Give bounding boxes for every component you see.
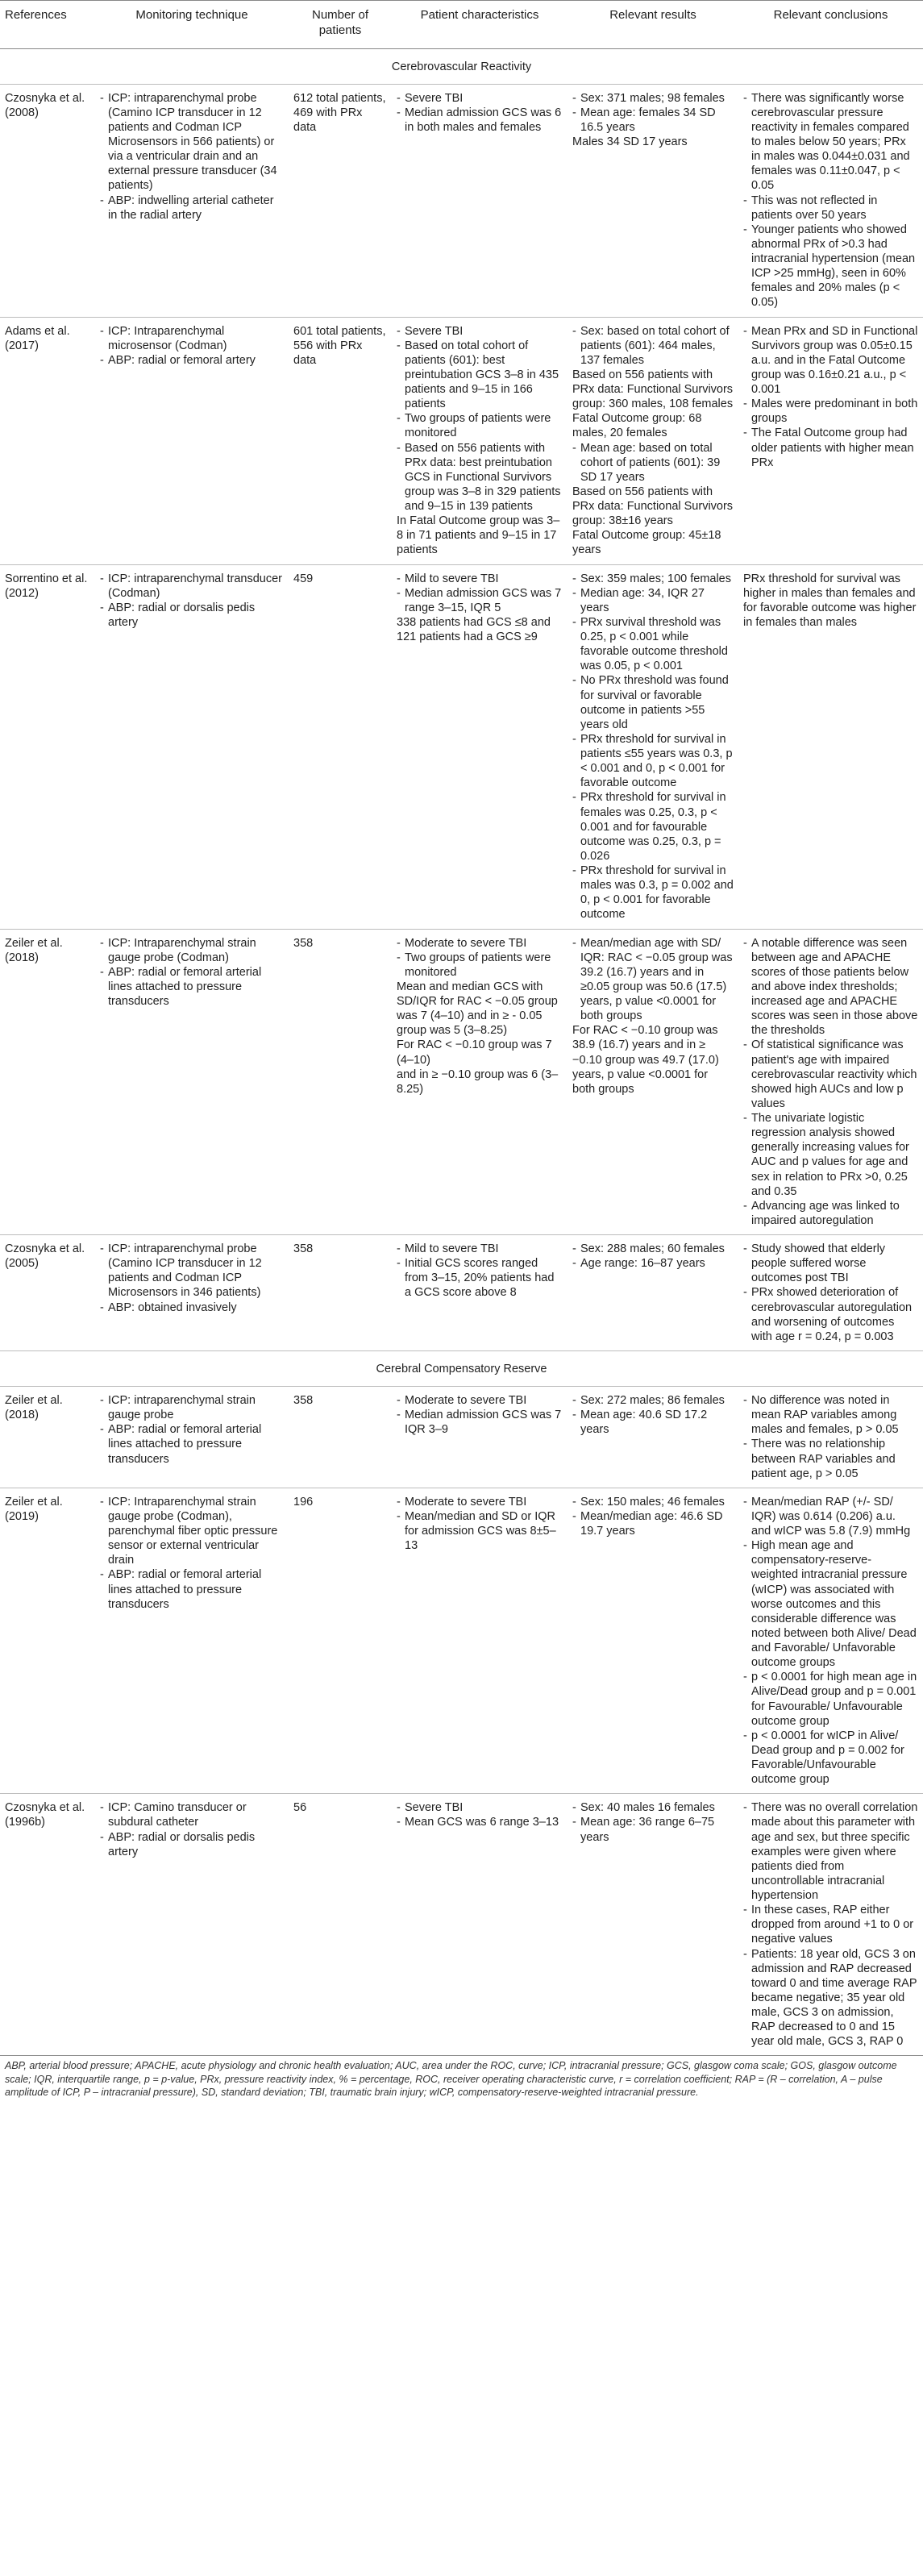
list-item: - ICP: intraparenchymal probe (Camino ICP transducer in 12 patients and Codman ICP Microsensors in 346 patients): [100, 1242, 284, 1300]
table-row: [0, 929, 923, 1235]
cell-results: [568, 929, 738, 1235]
list-item: - Advancing age was linked to impaired autoregulation: [743, 1199, 918, 1228]
list-item: - Median admission GCS was 7 range 3–15, IQR 5: [397, 586, 563, 615]
list-item: - ABP: radial or femoral arterial lines attached to pressure transducers: [100, 1567, 284, 1611]
list-item: - Age range: 16–87 years: [572, 1256, 734, 1271]
table-row: [0, 84, 923, 317]
list-item: - ICP: Intraparenchymal strain gauge probe (Codman), parenchymal fiber optic pressure sensor or external ventricular drain: [100, 1495, 284, 1568]
list-item: Based on 556 patients with PRx data: Functional Survivors group: 38±16 years: [572, 485, 734, 528]
list-item: - ICP: Camino transducer or subdural catheter: [100, 1800, 284, 1829]
cell-characteristics: [392, 1488, 568, 1794]
list-item: PRx threshold for survival was higher in males than females and for favorable outcome was higher in females than males: [743, 572, 917, 629]
table-row: [0, 1235, 923, 1351]
cell-conclusions: [738, 1488, 923, 1794]
list-item: - Mean GCS was 6 range 3–13: [397, 1815, 563, 1829]
list-item: - Two groups of patients were monitored: [397, 951, 563, 980]
list-item: - Mean age: 36 range 6–75 years: [572, 1815, 734, 1844]
section-title: Cerebral Compensatory Reserve: [0, 1350, 923, 1386]
list-item: - PRx showed deterioration of cerebrovascular autoregulation and worsening of outcomes with age r = 0.24, p = 0.003: [743, 1285, 918, 1344]
section-title: Cerebrovascular Reactivity: [0, 48, 923, 84]
cell-reference: Sorrentino et al. (2012): [0, 564, 95, 929]
cell-conclusions: [738, 929, 923, 1235]
list-item: - ICP: Intraparenchymal strain gauge probe (Codman): [100, 936, 284, 965]
cell-results: [568, 1794, 738, 2056]
cell-conclusions: [738, 84, 923, 317]
list-item: - ICP: intraparenchymal strain gauge probe: [100, 1393, 284, 1422]
list-item: - Sex: 40 males 16 females: [572, 1800, 734, 1815]
list-item: - In these cases, RAP either dropped from around +1 to 0 or negative values: [743, 1903, 918, 1946]
list-item: - Mean PRx and SD in Functional Survivors group was 0.05±0.15 a.u. and in the Fatal Outcome group was 0.16±0.21 a.u., p < 0.001: [743, 324, 918, 397]
list-item: - Sex: 359 males; 100 females: [572, 572, 734, 586]
table-row: [0, 317, 923, 564]
list-item: - ICP: Intraparenchymal microsensor (Codman): [100, 324, 284, 353]
list-item: - Severe TBI: [397, 324, 563, 339]
list-item: - p < 0.0001 for high mean age in Alive/Dead group and p = 0.001 for Favourable/ Unfavourable outcome group: [743, 1670, 918, 1729]
list-item: - ABP: radial or femoral arterial lines attached to pressure transducers: [100, 965, 284, 1009]
cell-results: [568, 317, 738, 564]
cell-conclusions: [738, 1235, 923, 1351]
list-item: - Study showed that elderly people suffered worse outcomes post TBI: [743, 1242, 918, 1285]
section-row: [0, 1350, 923, 1386]
cell-conclusions: [738, 1794, 923, 2056]
list-item: Based on 556 patients with PRx data: Functional Survivors group: 360 males, 108 females: [572, 368, 734, 411]
cell-results: [568, 1235, 738, 1351]
table-row: [0, 1387, 923, 1488]
cell-results: [568, 84, 738, 317]
list-item: - ABP: radial or femoral arterial lines attached to pressure transducers: [100, 1422, 284, 1466]
table-row: [0, 1794, 923, 2056]
list-item: - Based on 556 patients with PRx data: best preintubation GCS in Functional Survivors group was 3–8 in 329 patients and 9–15 in 139 patients: [397, 441, 563, 514]
cell-reference: Adams et al. (2017): [0, 317, 95, 564]
list-item: - ABP: indwelling arterial catheter in the radial artery: [100, 194, 284, 223]
list-item: Mean and median GCS with SD/IQR for RAC < −0.05 group was 7 (4–10) and in ≥ - 0.05 group was 5 (3–8.25): [397, 980, 558, 1038]
list-item: - Mean/median RAP (+/- SD/ IQR) was 0.614 (0.206) a.u. and wICP was 5.8 (7.9) mmHg: [743, 1495, 918, 1538]
list-item: - Moderate to severe TBI: [397, 1495, 563, 1509]
table-footnote: ABP, arterial blood pressure; APACHE, acute physiology and chronic health evaluation; AUC, area under the ROC, curve; ICP, intracranial pressure; GCS, glasgow coma scale; GOS, glasgow outcome scale; IQR, interquartile range, p = p-value, PRx, pressure reactivity index, % = percentage, ROC, receiver operating characteristic curve, r = correlation coefficient; RAP = (R – correlation, A – pulse amplitude of ICP, P – intracranial pressure), SD, standard deviation; TBI, traumatic brain injury; wICP, compensatory-reserve-weighted intracranial pressure.: [5, 2060, 897, 2099]
list-item: Males 34 SD 17 years: [572, 135, 688, 148]
cell-reference: Czosnyka et al. (2008): [0, 84, 95, 317]
cell-characteristics: [392, 1235, 568, 1351]
header-relevant-conclusions: Relevant conclusions: [738, 1, 923, 49]
list-item: - Mean/median and SD or IQR for admission GCS was 8±5–13: [397, 1509, 563, 1553]
header-monitoring-technique: Monitoring technique: [95, 1, 289, 49]
header-patient-characteristics: Patient characteristics: [392, 1, 568, 49]
list-item: - High mean age and compensatory-reserve-weighted intracranial pressure (wICP) was associated with worse outcomes and this considerable difference was noted between both Alive/ Dead and Favorable/ Unfavorable outcome groups: [743, 1538, 918, 1670]
list-item: - ABP: radial or dorsalis pedis artery: [100, 601, 284, 630]
header-number-of-patients: Number of patients: [289, 1, 392, 49]
list-item: and in ≥ −0.10 group was 6 (3–8.25): [397, 1067, 559, 1096]
list-item: - Mild to severe TBI: [397, 572, 563, 586]
list-item: - Initial GCS scores ranged from 3–15, 20% patients had a GCS score above 8: [397, 1256, 563, 1300]
list-item: - Moderate to severe TBI: [397, 936, 563, 951]
list-item: - ABP: radial or dorsalis pedis artery: [100, 1830, 284, 1859]
table-row: [0, 564, 923, 929]
list-item: - Younger patients who showed abnormal PRx of >0.3 had intracranial hypertension (mean ICP >25 mmHg), seen in 60% females and 20% males (p < 0.05): [743, 223, 918, 310]
list-item: - ICP: intraparenchymal probe (Camino ICP transducer in 12 patients and Codman ICP Microsensors in 566 patients) or via a ventricular drain and an external pressure transducer (34 patients): [100, 91, 284, 194]
list-item: - Based on total cohort of patients (601): best preintubation GCS 3–8 in 435 patients and 9–15 in 166 patients: [397, 339, 563, 412]
list-item: - The univariate logistic regression analysis showed generally increasing values for AUC and p values for age and sex in relation to PRx >0, 0.25 and 0.35: [743, 1111, 918, 1199]
list-item: - A notable difference was seen between age and APACHE scores of those patients below and above index thresholds; increased age and APACHE scores was seen in those above the thresholds: [743, 936, 918, 1038]
cell-reference: Czosnyka et al. (1996b): [0, 1794, 95, 2056]
cell-technique: [95, 1794, 289, 2056]
header-relevant-results: Relevant results: [568, 1, 738, 49]
cell-patients: 358: [289, 1387, 392, 1488]
cell-patients: 196: [289, 1488, 392, 1794]
cell-technique: [95, 317, 289, 564]
cell-characteristics: [392, 1387, 568, 1488]
header-references: References: [0, 1, 95, 49]
cell-technique: [95, 929, 289, 1235]
cell-conclusions: [738, 564, 923, 929]
cell-technique: [95, 1488, 289, 1794]
cell-reference: Czosnyka et al. (2005): [0, 1235, 95, 1351]
list-item: - Mean age: 40.6 SD 17.2 years: [572, 1408, 734, 1437]
list-item: - Mean/median age with SD/ IQR: RAC < −0.05 group was 39.2 (16.7) years and in ≥0.05 group was 50.6 (17.5) years, p value <0.0001 for both groups: [572, 936, 734, 1024]
cell-conclusions: [738, 317, 923, 564]
list-item: For RAC < −0.10 group was 38.9 (16.7) years and in ≥ −0.10 group was 49.7 (17.0) years, p value <0.0001 for both groups: [572, 1024, 719, 1096]
list-item: - Median admission GCS was 6 in both males and females: [397, 106, 563, 135]
cell-characteristics: [392, 84, 568, 317]
cell-patients: 358: [289, 929, 392, 1235]
cell-technique: [95, 564, 289, 929]
list-item: - p < 0.0001 for wICP in Alive/ Dead group and p = 0.002 for Favorable/Unfavourable outcome group: [743, 1729, 918, 1787]
cell-characteristics: [392, 929, 568, 1235]
cell-reference: Zeiler et al. (2018): [0, 1387, 95, 1488]
list-item: - PRx threshold for survival in males was 0.3, p = 0.002 and 0, p < 0.001 for favorable outcome: [572, 864, 734, 922]
cell-patients: 56: [289, 1794, 392, 2056]
cell-reference: Zeiler et al. (2019): [0, 1488, 95, 1794]
cell-patients: 612 total patients, 469 with PRx data: [289, 84, 392, 317]
list-item: 338 patients had GCS ≤8 and 121 patients had a GCS ≥9: [397, 615, 551, 643]
list-item: - PRx threshold for survival in females was 0.25, 0.3, p < 0.001 and for favourable outcome was 0.25, 0.3, p = 0.026: [572, 790, 734, 864]
table-row: [0, 1488, 923, 1794]
list-item: - Two groups of patients were monitored: [397, 411, 563, 440]
list-item: - No difference was noted in mean RAP variables among males and females, p > 0.05: [743, 1393, 918, 1437]
list-item: - Patients: 18 year old, GCS 3 on admission and RAP decreased toward 0 and time average RAP became negative; 35 year old male, GCS 3 on admission, RAP decreased to 0 and 15 year old male, GCS 3, RAP 0: [743, 1947, 918, 2050]
list-item: - PRx threshold for survival in patients ≤55 years was 0.3, p < 0.001 and 0, p < 0.001 for favorable outcome: [572, 732, 734, 791]
cell-patients: 358: [289, 1235, 392, 1351]
list-item: - ABP: radial or femoral artery: [100, 353, 284, 368]
list-item: - Sex: 150 males; 46 females: [572, 1495, 734, 1509]
cell-patients: 459: [289, 564, 392, 929]
cell-patients: 601 total patients, 556 with PRx data: [289, 317, 392, 564]
section-row: [0, 48, 923, 84]
cell-results: [568, 564, 738, 929]
cell-results: [568, 1387, 738, 1488]
cell-results: [568, 1488, 738, 1794]
cell-characteristics: [392, 564, 568, 929]
list-item: - Sex: based on total cohort of patients (601): 464 males, 137 females: [572, 324, 734, 368]
cell-technique: [95, 1387, 289, 1488]
list-item: - Mean age: females 34 SD 16.5 years: [572, 106, 734, 135]
cell-technique: [95, 1235, 289, 1351]
cell-characteristics: [392, 317, 568, 564]
list-item: - Males were predominant in both groups: [743, 397, 918, 426]
cell-conclusions: [738, 1387, 923, 1488]
list-item: - Sex: 272 males; 86 females: [572, 1393, 734, 1408]
list-item: - Mild to severe TBI: [397, 1242, 563, 1256]
list-item: - No PRx threshold was found for survival or favorable outcome in patients >55 years old: [572, 673, 734, 732]
list-item: Fatal Outcome group: 68 males, 20 females: [572, 412, 702, 440]
list-item: - There was no overall correlation made about this parameter with age and sex, but three specific examples were given where patients died from uncontrollable intracranial hypertension: [743, 1800, 918, 1903]
list-item: - This was not reflected in patients over 50 years: [743, 194, 918, 223]
cell-technique: [95, 84, 289, 317]
list-item: - ICP: intraparenchymal transducer (Codman): [100, 572, 284, 601]
list-item: - Severe TBI: [397, 91, 563, 106]
list-item: Fatal Outcome group: 45±18 years: [572, 529, 721, 557]
list-item: - There was significantly worse cerebrovascular pressure reactivity in females compared to males below 50 years; PRx in males was 0.044±0.031 and females was 0.11±0.047, p < 0.05: [743, 91, 918, 194]
list-item: - Median admission GCS was 7 IQR 3–9: [397, 1408, 563, 1437]
list-item: - Mean/median age: 46.6 SD 19.7 years: [572, 1509, 734, 1538]
list-item: - Median age: 34, IQR 27 years: [572, 586, 734, 615]
list-item: - The Fatal Outcome group had older patients with higher mean PRx: [743, 426, 918, 469]
list-item: In Fatal Outcome group was 3–8 in 71 patients and 9–15 in 17 patients: [397, 514, 560, 557]
list-item: - Moderate to severe TBI: [397, 1393, 563, 1408]
list-item: - Of statistical significance was patient's age with impaired cerebrovascular reactivity which showed high AUCs and low p values: [743, 1038, 918, 1111]
list-item: - Severe TBI: [397, 1800, 563, 1815]
list-item: - There was no relationship between RAP variables and patient age, p > 0.05: [743, 1437, 918, 1480]
list-item: - Mean age: based on total cohort of patients (601): 39 SD 17 years: [572, 441, 734, 485]
list-item: - Sex: 288 males; 60 females: [572, 1242, 734, 1256]
list-item: - ABP: obtained invasively: [100, 1300, 284, 1315]
cell-characteristics: [392, 1794, 568, 2056]
list-item: - Sex: 371 males; 98 females: [572, 91, 734, 106]
table-header: [0, 1, 923, 49]
list-item: For RAC < −0.10 group was 7 (4–10): [397, 1038, 552, 1067]
list-item: - PRx survival threshold was 0.25, p < 0.001 while favorable outcome threshold was 0.05, p < 0.001: [572, 615, 734, 674]
cell-reference: Zeiler et al. (2018): [0, 929, 95, 1235]
